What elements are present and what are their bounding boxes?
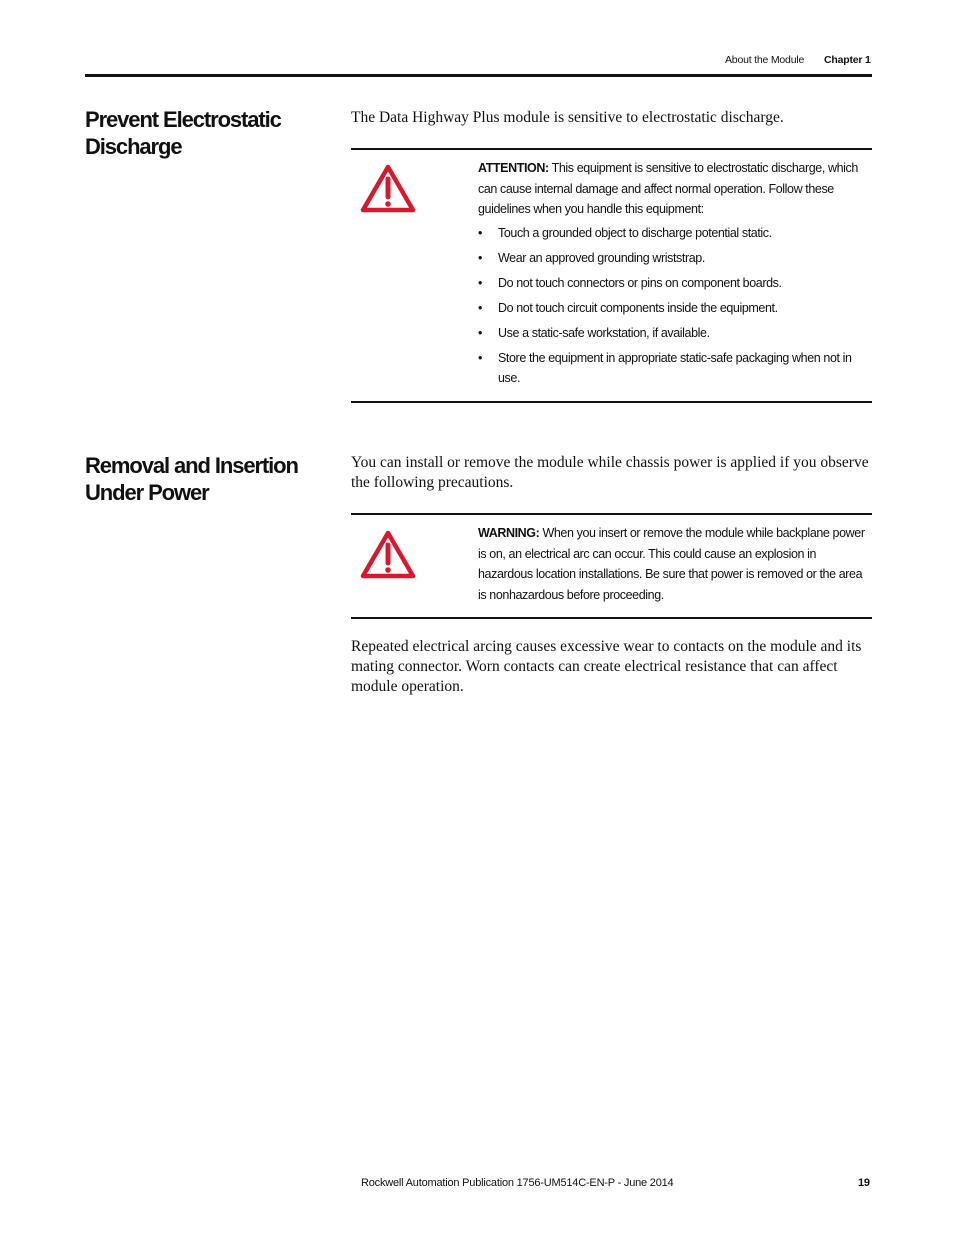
warning-message: When you insert or remove the module while backplane power is on, an electrical arc can occur. This could cause an explosion in hazardous location installations. Be sure that power is removed or the area is nonhazardous before proceeding.: [478, 526, 865, 602]
attention-notice: [351, 148, 872, 403]
section-heading-riup: Removal and Insertion Under Power: [85, 453, 298, 505]
list-item: • Wear an approved grounding wriststrap.: [478, 248, 870, 269]
warning-triangle-icon: [360, 164, 416, 214]
page-number: 19: [858, 1177, 870, 1189]
header-rule: [85, 74, 872, 77]
warning-notice: [351, 513, 872, 619]
running-header-chapter: Chapter 1: [824, 54, 871, 66]
attention-notice-text: [478, 158, 870, 393]
running-header-section: About the Module: [725, 54, 805, 66]
list-item: • Do not touch circuit components inside the equipment.: [478, 298, 870, 319]
footer-publication: Rockwell Automation Publication 1756-UM514C-EN-P - June 2014: [361, 1177, 674, 1189]
list-item: • Do not touch connectors or pins on component boards.: [478, 273, 870, 294]
attention-message: This equipment is sensitive to electrostatic discharge, which can cause internal damage and affect normal operation. Follow these guidelines when you handle this equipment:: [478, 161, 858, 216]
list-item: • Touch a grounded object to discharge potential static.: [478, 223, 870, 244]
arcing-paragraph: Repeated electrical arcing causes excessive wear to contacts on the module and its mating connector. Worn contacts can create electrical resistance that can affect module operation.: [351, 638, 862, 695]
list-item: • Use a static-safe workstation, if available.: [478, 323, 870, 344]
warning-keyword: WARNING:: [478, 526, 540, 540]
section-heading-esd: Prevent Electrostatic Discharge: [85, 107, 281, 159]
list-item: • Store the equipment in appropriate static-safe packaging when not in use.: [478, 348, 870, 389]
warning-notice-text: [478, 523, 870, 605]
esd-guidelines-list: [478, 223, 870, 389]
section-intro-riup: You can install or remove the module while chassis power is applied if you observe the following precautions.: [351, 454, 869, 491]
warning-triangle-icon: [360, 530, 416, 580]
attention-keyword: ATTENTION:: [478, 161, 549, 175]
section-intro-esd: The Data Highway Plus module is sensitive to electrostatic discharge.: [351, 109, 784, 126]
